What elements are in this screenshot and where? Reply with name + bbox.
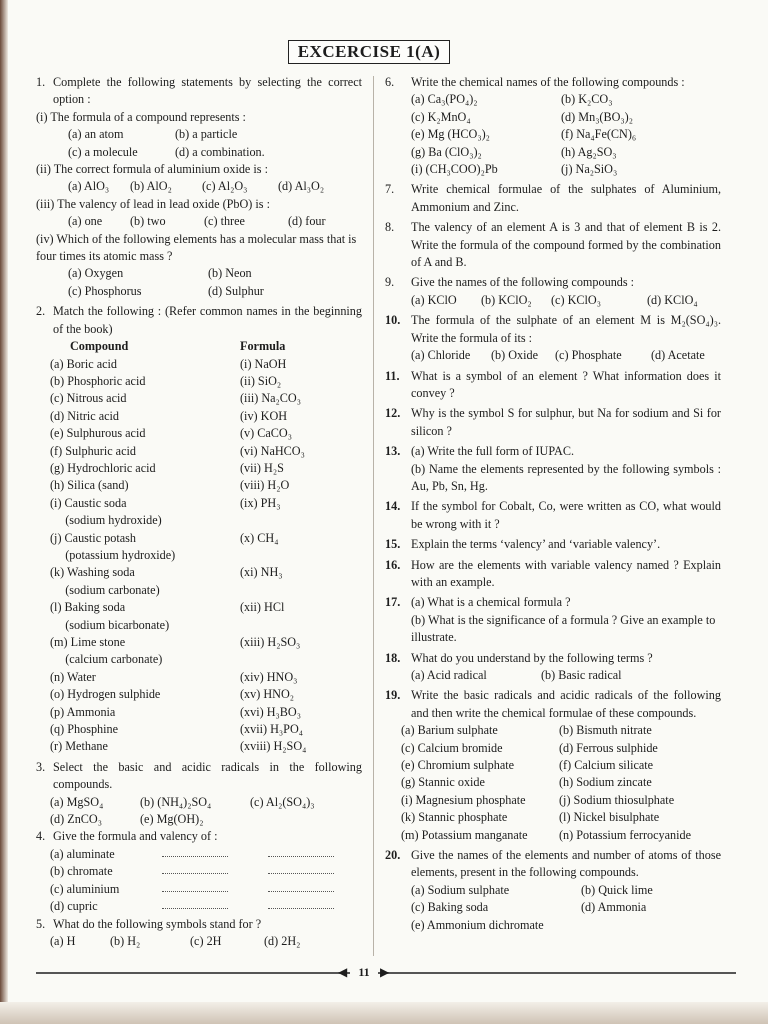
option: (d) ZnCO₃ — [50, 812, 102, 827]
option: (d) Sulphur — [208, 283, 264, 298]
option: (j) Sodium thiosulphate — [559, 792, 675, 807]
page-number: 11 — [350, 963, 378, 981]
option: (c) Baking soda — [411, 900, 489, 915]
option: (h) Ag₂SO₃ — [561, 144, 617, 159]
q17-part-b: (b) What is the significance of a formula ? Give an example to illustrate. — [411, 612, 716, 645]
match-formula: (iv) KOH — [240, 408, 288, 423]
option: (i) (CH₃COO)₂Pb — [411, 162, 498, 177]
option: (a) Ca₃(PO₄)₂ — [411, 92, 478, 107]
match-compound: (o) Hydrogen sulphide — [50, 687, 161, 702]
q4-item: (d) cupric — [50, 898, 362, 915]
match-formula: (i) NaOH — [240, 356, 287, 371]
question-15: 15. Explain the terms ‘valency’ and ‘variable valency’. — [385, 537, 661, 552]
q4-item: (c) aluminium — [50, 881, 362, 898]
option: (c) Calcium bromide — [401, 740, 503, 755]
match-formula — [220, 651, 340, 668]
match-compound: (r) Methane — [50, 739, 108, 754]
answer-blank — [268, 846, 334, 857]
match-compound: (k) Washing soda — [50, 565, 135, 580]
question-18: 18. What do you understand by the following terms ? — [385, 650, 653, 665]
match-formula: (xiii) H₂SO₃ — [240, 635, 301, 649]
match-formula: (ii) SiO₂ — [240, 373, 282, 388]
q4-item: (b) chromate — [50, 863, 362, 880]
compound-header: Compound — [70, 339, 129, 354]
option: (a) MgSO₄ — [50, 794, 104, 809]
match-compound: (calcium carbonate) — [50, 652, 163, 667]
match-formula: (vi) NaHCO₃ — [240, 443, 305, 458]
match-compound: (a) Boric acid — [50, 356, 117, 371]
q1-i-options — [36, 126, 362, 161]
question-16: 16. How are the elements with variable valency named ? Explain with an example. — [385, 557, 721, 589]
question-2: 2. Match the following : (Refer common names in the beginning of the book) — [36, 304, 362, 336]
match-formula — [220, 547, 340, 564]
match-compound: (sodium bicarbonate) — [50, 617, 170, 632]
answer-blank — [162, 846, 228, 857]
question-14: 14. If the symbol for Cobalt, Co, were written as CO, what would be wrong with it ? — [385, 499, 721, 531]
q3-options — [36, 794, 362, 829]
q9-options — [385, 292, 721, 309]
question-5: 5. What do the following symbols stand for ? — [36, 916, 262, 931]
match-compound: (i) Caustic soda — [50, 495, 127, 510]
match-formula: (xv) HNO₂ — [240, 687, 295, 702]
option: (b) Oxide — [491, 348, 539, 363]
option: (a) Oxygen — [68, 266, 124, 281]
option: (e) Ammonium dichromate — [411, 917, 544, 932]
match-compound: (d) Nitric acid — [50, 408, 120, 423]
option: (e) Mg(OH)₂ — [140, 812, 204, 827]
match-compound: (l) Baking soda — [50, 600, 126, 615]
option: (g) Stannic oxide — [401, 775, 485, 790]
match-compound: (m) Lime stone — [50, 635, 126, 649]
option: (b) AlO₂ — [130, 179, 172, 194]
option: (b) (NH₄)₂SO₄ — [140, 794, 212, 809]
left-column — [36, 74, 362, 950]
right-arrow-icon: ▶ — [380, 965, 390, 979]
option: (d) KClO₄ — [647, 292, 698, 307]
option: (d) 2H₂ — [264, 933, 301, 948]
right-column — [385, 74, 721, 934]
option: (b) Neon — [208, 266, 252, 281]
match-formula: (xviii) H₂SO₄ — [240, 739, 307, 754]
match-compound: (n) Water — [50, 669, 96, 684]
q1-ii-options — [36, 178, 362, 195]
option: (b) Quick lime — [581, 882, 653, 897]
option: (m) Potassium manganate — [401, 827, 528, 842]
option: (c) Phosphate — [555, 348, 622, 363]
formula-header: Formula — [240, 339, 286, 354]
q4-item: (a) aluminate — [50, 846, 362, 863]
match-compound: (b) Phosphoric acid — [50, 373, 146, 388]
option: (a) H — [50, 933, 76, 948]
exercise-title: EXCERCISE 1(A) — [288, 40, 450, 64]
option: (d) Mn₃(BO₃)₂ — [561, 109, 633, 124]
answer-blank — [162, 881, 228, 892]
option: (d) Al₃O₂ — [278, 179, 325, 194]
option: (c) three — [204, 214, 245, 229]
option: (c) K₂MnO₄ — [411, 109, 471, 124]
question-3: 3. Select the basic and acidic radicals in the following compounds. — [36, 759, 362, 792]
option: (b) K₂CO₃ — [561, 92, 613, 107]
question-10: 10. The formula of the sulphate of an element M is M₂(SO₄)₃. Write the formula of its : — [385, 313, 721, 345]
match-formula: (xii) HCl — [240, 600, 285, 615]
option: (a) AlO₃ — [68, 179, 110, 194]
q5-options — [36, 933, 362, 950]
option: (c) Al₂O₃ — [202, 179, 248, 194]
option: (a) Acid radical — [411, 668, 487, 682]
question-8: 8. The valency of an element A is 3 and that of element B is 2. Write the formula of the compound formed by the combination of A and B. — [385, 220, 721, 270]
page-bottom-shadow — [0, 1002, 768, 1024]
answer-blank — [162, 898, 228, 909]
option: (a) an atom — [68, 127, 124, 142]
match-compound: (g) Hydrochloric acid — [50, 460, 156, 475]
question-4: 4. Give the formula and valency of : — [36, 829, 218, 844]
match-compound: (e) Sulphurous acid — [50, 426, 146, 441]
q13-part-b: (b) Name the elements represented by the following symbols : Au, Pb, Sn, Hg. — [411, 461, 721, 493]
q10-options — [385, 347, 721, 364]
q1-part-ii: (ii) The correct formula of aluminium oxide is : — [36, 162, 268, 177]
match-formula: (ix) PH₃ — [240, 495, 281, 510]
page-edge-shadow — [0, 0, 8, 1024]
match-compound: (c) Nitrous acid — [50, 391, 127, 406]
match-formula: (xi) NH₃ — [240, 565, 283, 580]
answer-blank — [162, 863, 228, 874]
option: (b) KClO₂ — [481, 292, 532, 307]
match-formula: (xvii) H₃PO₄ — [240, 722, 304, 737]
question-7: 7. Write chemical formulae of the sulphates of Aluminium, Ammonium and Zinc. — [385, 182, 721, 214]
option: (c) Al₂(SO₄)₃ — [250, 794, 315, 809]
match-compound: (j) Caustic potash — [50, 530, 136, 545]
option: (e) Chromium sulphate — [401, 758, 515, 773]
question-12: 12. Why is the symbol S for sulphur, but Na for sodium and Si for silicon ? — [385, 406, 721, 438]
option: (b) Basic radical — [541, 668, 622, 682]
option: (c) Phosphorus — [68, 283, 142, 298]
question-20: 20. Give the names of the elements and number of atoms of those elements, present in the following compounds. — [385, 848, 721, 880]
match-formula: (x) CH₄ — [240, 530, 279, 545]
match-formula: (xvi) H₃BO₃ — [240, 704, 301, 719]
match-table — [36, 338, 362, 756]
option: (d) Ferrous sulphide — [559, 740, 658, 755]
q1-part-iv: (iv) Which of the following elements has a molecular mass that is four times its atomic mass ? — [36, 231, 357, 264]
match-formula: (xiv) HNO₃ — [240, 669, 298, 684]
option: (l) Nickel bisulphate — [559, 810, 660, 825]
match-compound: (f) Sulphuric acid — [50, 443, 136, 458]
option: (a) Chloride — [411, 348, 471, 363]
match-formula: (viii) H₂O — [240, 478, 290, 493]
match-compound: (potassium hydroxide) — [50, 547, 176, 562]
left-arrow-icon: ◀ — [338, 965, 348, 979]
option: (n) Potassium ferrocyanide — [559, 827, 691, 842]
match-compound: (h) Silica (sand) — [50, 478, 129, 493]
option: (d) Acetate — [651, 348, 705, 363]
option: (e) Mg (HCO₃)₂ — [411, 127, 490, 142]
option: (f) Na₄Fe(CN)₆ — [561, 127, 637, 142]
option: (a) Sodium sulphate — [411, 882, 510, 897]
option: (f) Calcium silicate — [559, 758, 654, 773]
question-11: 11. What is a symbol of an element ? What information does it convey ? — [385, 368, 721, 400]
option: (c) a molecule — [68, 144, 138, 159]
q20-options — [385, 882, 721, 934]
option: (k) Stannic phosphate — [401, 810, 508, 825]
q1-iv-options — [36, 265, 362, 300]
option: (b) two — [130, 214, 166, 229]
option: (b) a particle — [175, 127, 238, 142]
option: (c) KClO₃ — [551, 292, 601, 307]
match-formula — [220, 617, 340, 634]
question-19: 19. Write the basic radicals and acidic radicals of the following and then write the chemical formulae of these compounds. — [385, 688, 721, 720]
q1-iii-options — [36, 213, 362, 230]
match-formula — [220, 512, 340, 529]
question-9: 9. Give the names of the following compounds : — [385, 275, 635, 290]
option: (h) Sodium zincate — [559, 775, 652, 790]
q4-items — [36, 846, 362, 916]
answer-blank — [268, 863, 334, 874]
column-divider — [373, 76, 374, 956]
option: (a) one — [68, 214, 103, 229]
option: (d) four — [288, 214, 326, 229]
match-compound: (sodium carbonate) — [50, 582, 160, 597]
match-compound: (p) Ammonia — [50, 704, 116, 719]
question-13: 13. (a) Write the full form of IUPAC. — [385, 444, 574, 459]
question-17: 17. (a) What is a chemical formula ? — [385, 595, 571, 610]
match-formula: (vii) H₂S — [240, 460, 284, 475]
q6-options — [385, 91, 721, 178]
option: (j) Na₂SiO₃ — [561, 162, 618, 177]
match-formula: (v) CaCO₃ — [240, 426, 292, 441]
option: (d) a combination. — [175, 144, 265, 159]
q1-part-iii: (iii) The valency of lead in lead oxide (PbO) is : — [36, 196, 270, 211]
q19-options — [385, 722, 721, 844]
match-formula: (iii) Na₂CO₃ — [240, 391, 301, 406]
option: (a) KClO — [411, 292, 457, 307]
option: (i) Magnesium phosphate — [401, 792, 526, 807]
answer-blank — [268, 898, 334, 909]
option: (g) Ba (ClO₃)₂ — [411, 144, 482, 159]
option: (c) 2H — [190, 933, 222, 948]
option: (d) Ammonia — [581, 900, 647, 915]
match-compound: (q) Phosphine — [50, 722, 119, 737]
answer-blank — [268, 881, 334, 892]
option: (b) Bismuth nitrate — [559, 723, 652, 738]
match-compound: (sodium hydroxide) — [50, 513, 162, 528]
match-formula — [220, 582, 340, 599]
option: (a) Barium sulphate — [401, 723, 498, 738]
q18-options — [385, 667, 721, 684]
question-1: 1. Complete the following statements by selecting the correct option : — [36, 75, 362, 107]
option: (b) H₂ — [110, 933, 141, 948]
q1-part-i: (i) The formula of a compound represents : — [36, 109, 246, 124]
question-6: 6. Write the chemical names of the following compounds : — [385, 75, 685, 89]
